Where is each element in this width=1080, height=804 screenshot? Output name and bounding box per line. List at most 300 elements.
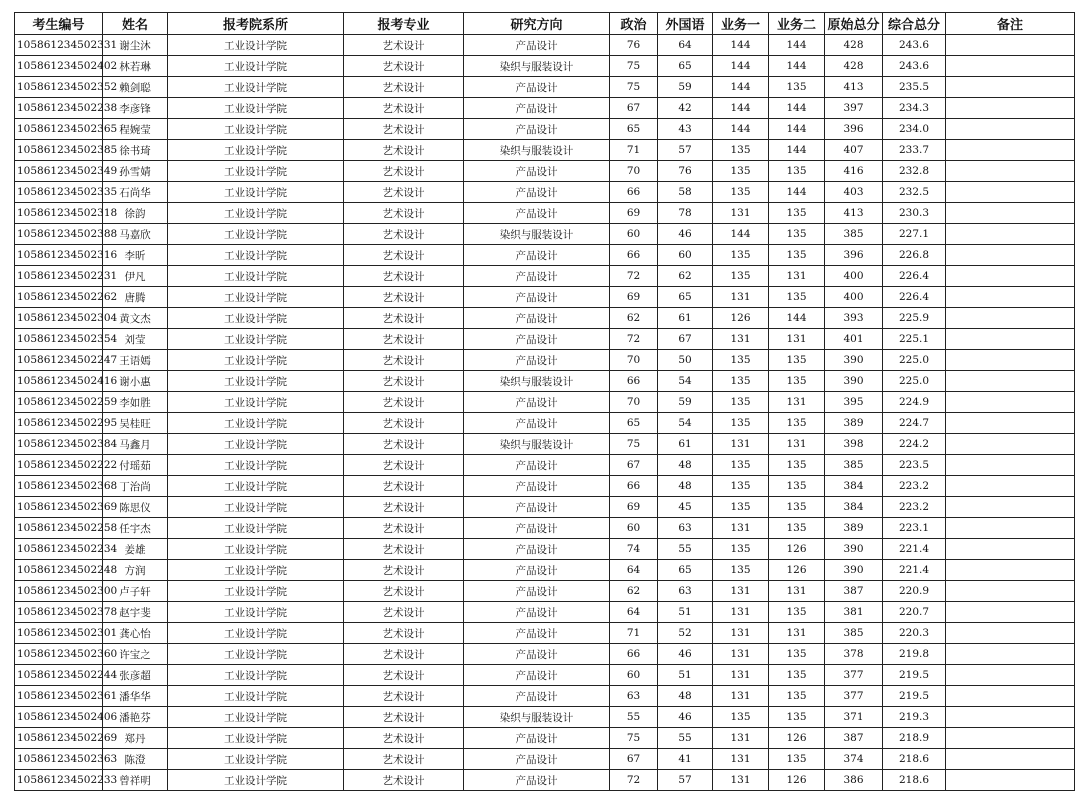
table-row: [15, 602, 1075, 623]
research-direction-cell: 产品设计: [464, 728, 610, 749]
composite-score-cell: 243.6: [883, 35, 946, 56]
subject-two-score-cell: 144: [769, 308, 825, 329]
research-direction-cell: 产品设计: [464, 308, 610, 329]
department-cell: 工业设计学院: [168, 770, 344, 791]
subject-two-score-cell: 131: [769, 434, 825, 455]
politics-score-cell: 67: [610, 455, 658, 476]
remarks-cell: [946, 497, 1075, 518]
name-cell: 卢子轩: [103, 581, 168, 602]
major-cell: 艺术设计: [344, 203, 464, 224]
major-cell: 艺术设计: [344, 161, 464, 182]
foreign-language-score-cell: 65: [658, 560, 713, 581]
subject-two-score-cell: 131: [769, 581, 825, 602]
foreign-language-score-cell: 55: [658, 539, 713, 560]
foreign-language-score-cell: 78: [658, 203, 713, 224]
name-cell: 潘华华: [103, 686, 168, 707]
major-cell: 艺术设计: [344, 497, 464, 518]
name-cell: 赵宇斐: [103, 602, 168, 623]
politics-score-cell: 69: [610, 287, 658, 308]
raw-total-score-cell: 407: [825, 140, 883, 161]
foreign-language-score-cell: 45: [658, 497, 713, 518]
candidate-id-cell: 105861234502378: [15, 602, 103, 623]
subject-one-score-cell: 131: [713, 434, 769, 455]
table-row: [15, 35, 1075, 56]
raw-total-score-cell: 396: [825, 245, 883, 266]
raw-total-score-cell: 397: [825, 98, 883, 119]
major-cell: 艺术设计: [344, 98, 464, 119]
foreign-language-score-cell: 51: [658, 665, 713, 686]
foreign-language-score-cell: 48: [658, 455, 713, 476]
candidate-id-cell: 105861234502233: [15, 770, 103, 791]
politics-score-cell: 75: [610, 77, 658, 98]
subject-two-score-cell: 135: [769, 518, 825, 539]
remarks-cell: [946, 98, 1075, 119]
subject-two-score-cell: 131: [769, 623, 825, 644]
raw-total-score-cell: 389: [825, 413, 883, 434]
composite-score-cell: 218.9: [883, 728, 946, 749]
subject-one-score-cell: 135: [713, 161, 769, 182]
table-row: [15, 119, 1075, 140]
politics-score-cell: 72: [610, 266, 658, 287]
composite-score-cell: 223.5: [883, 455, 946, 476]
candidate-id-cell: 105861234502385: [15, 140, 103, 161]
foreign-language-score-cell: 46: [658, 644, 713, 665]
table-row: [15, 665, 1075, 686]
candidate-id-cell: 105861234502335: [15, 182, 103, 203]
subject-two-score-cell: 135: [769, 707, 825, 728]
raw-total-score-cell: 403: [825, 182, 883, 203]
major-cell: 艺术设计: [344, 245, 464, 266]
composite-score-cell: 226.4: [883, 287, 946, 308]
table-row: [15, 518, 1075, 539]
candidate-id-cell: 105861234502352: [15, 77, 103, 98]
department-cell: 工业设计学院: [168, 308, 344, 329]
department-cell: 工业设计学院: [168, 392, 344, 413]
major-cell: 艺术设计: [344, 77, 464, 98]
politics-score-cell: 62: [610, 581, 658, 602]
subject-one-score-cell: 135: [713, 350, 769, 371]
research-direction-cell: 产品设计: [464, 518, 610, 539]
major-cell: 艺术设计: [344, 119, 464, 140]
department-cell: 工业设计学院: [168, 539, 344, 560]
table-row: [15, 56, 1075, 77]
subject-two-score-cell: 144: [769, 119, 825, 140]
composite-score-cell: 225.9: [883, 308, 946, 329]
name-cell: 马鑫月: [103, 434, 168, 455]
major-cell: 艺术设计: [344, 308, 464, 329]
name-cell: 陈澄: [103, 749, 168, 770]
politics-score-cell: 71: [610, 623, 658, 644]
foreign-language-score-cell: 46: [658, 224, 713, 245]
candidate-id-cell: 105861234502300: [15, 581, 103, 602]
table-row: [15, 476, 1075, 497]
research-direction-cell: 产品设计: [464, 665, 610, 686]
politics-score-cell: 66: [610, 476, 658, 497]
department-cell: 工业设计学院: [168, 245, 344, 266]
subject-one-score-cell: 135: [713, 560, 769, 581]
department-cell: 工业设计学院: [168, 203, 344, 224]
subject-one-score-cell: 135: [713, 707, 769, 728]
name-cell: 潘艳芬: [103, 707, 168, 728]
remarks-cell: [946, 266, 1075, 287]
department-cell: 工业设计学院: [168, 518, 344, 539]
subject-two-score-cell: 135: [769, 686, 825, 707]
composite-score-cell: 221.4: [883, 539, 946, 560]
department-cell: 工业设计学院: [168, 35, 344, 56]
composite-score-cell: 224.9: [883, 392, 946, 413]
department-cell: 工业设计学院: [168, 749, 344, 770]
foreign-language-score-cell: 51: [658, 602, 713, 623]
subject-two-score-cell: 135: [769, 161, 825, 182]
candidate-id-cell: 105861234502248: [15, 560, 103, 581]
composite-score-cell: 235.5: [883, 77, 946, 98]
foreign-language-score-cell: 76: [658, 161, 713, 182]
table-row: [15, 77, 1075, 98]
candidate-id-cell: 105861234502238: [15, 98, 103, 119]
raw-total-score-cell: 416: [825, 161, 883, 182]
raw-total-score-cell: 385: [825, 224, 883, 245]
research-direction-cell: 产品设计: [464, 245, 610, 266]
major-cell: 艺术设计: [344, 686, 464, 707]
remarks-cell: [946, 245, 1075, 266]
politics-score-cell: 72: [610, 770, 658, 791]
subject-two-score-cell: 135: [769, 665, 825, 686]
foreign-language-score-cell: 65: [658, 287, 713, 308]
subject-two-score-cell: 144: [769, 35, 825, 56]
major-cell: 艺术设计: [344, 413, 464, 434]
column-header-remarks: 备注: [946, 13, 1075, 35]
research-direction-cell: 产品设计: [464, 623, 610, 644]
remarks-cell: [946, 602, 1075, 623]
foreign-language-score-cell: 63: [658, 581, 713, 602]
politics-score-cell: 60: [610, 665, 658, 686]
research-direction-cell: 产品设计: [464, 497, 610, 518]
subject-two-score-cell: 135: [769, 413, 825, 434]
subject-one-score-cell: 144: [713, 224, 769, 245]
subject-two-score-cell: 135: [769, 350, 825, 371]
research-direction-cell: 染织与服装设计: [464, 371, 610, 392]
subject-two-score-cell: 144: [769, 182, 825, 203]
subject-two-score-cell: 135: [769, 245, 825, 266]
foreign-language-score-cell: 57: [658, 140, 713, 161]
politics-score-cell: 55: [610, 707, 658, 728]
politics-score-cell: 75: [610, 728, 658, 749]
major-cell: 艺术设计: [344, 434, 464, 455]
department-cell: 工业设计学院: [168, 350, 344, 371]
candidate-id-cell: 105861234502360: [15, 644, 103, 665]
remarks-cell: [946, 644, 1075, 665]
name-cell: 唐腾: [103, 287, 168, 308]
name-cell: 龚心怡: [103, 623, 168, 644]
research-direction-cell: 产品设计: [464, 455, 610, 476]
remarks-cell: [946, 182, 1075, 203]
composite-score-cell: 224.7: [883, 413, 946, 434]
subject-two-score-cell: 126: [769, 560, 825, 581]
table-row: [15, 686, 1075, 707]
column-header-foreign-language-score: 外国语: [658, 13, 713, 35]
major-cell: 艺术设计: [344, 581, 464, 602]
name-cell: 程婉莹: [103, 119, 168, 140]
candidate-id-cell: 105861234502416: [15, 371, 103, 392]
remarks-cell: [946, 560, 1075, 581]
name-cell: 黄文杰: [103, 308, 168, 329]
subject-one-score-cell: 131: [713, 329, 769, 350]
foreign-language-score-cell: 65: [658, 56, 713, 77]
candidate-id-cell: 105861234502406: [15, 707, 103, 728]
foreign-language-score-cell: 55: [658, 728, 713, 749]
remarks-cell: [946, 581, 1075, 602]
raw-total-score-cell: 371: [825, 707, 883, 728]
raw-total-score-cell: 413: [825, 203, 883, 224]
candidate-id-cell: 105861234502269: [15, 728, 103, 749]
table-row: [15, 308, 1075, 329]
name-cell: 谢尘沐: [103, 35, 168, 56]
name-cell: 李如胜: [103, 392, 168, 413]
raw-total-score-cell: 387: [825, 728, 883, 749]
politics-score-cell: 63: [610, 686, 658, 707]
department-cell: 工业设计学院: [168, 560, 344, 581]
department-cell: 工业设计学院: [168, 119, 344, 140]
subject-one-score-cell: 135: [713, 245, 769, 266]
foreign-language-score-cell: 41: [658, 749, 713, 770]
remarks-cell: [946, 203, 1075, 224]
politics-score-cell: 64: [610, 560, 658, 581]
department-cell: 工业设计学院: [168, 287, 344, 308]
table-row: [15, 644, 1075, 665]
research-direction-cell: 产品设计: [464, 182, 610, 203]
subject-one-score-cell: 135: [713, 266, 769, 287]
subject-one-score-cell: 131: [713, 623, 769, 644]
major-cell: 艺术设计: [344, 749, 464, 770]
column-header-name: 姓名: [103, 13, 168, 35]
research-direction-cell: 染织与服装设计: [464, 56, 610, 77]
subject-two-score-cell: 126: [769, 539, 825, 560]
column-header-candidate-id: 考生编号: [15, 13, 103, 35]
table-row: [15, 140, 1075, 161]
composite-score-cell: 224.2: [883, 434, 946, 455]
foreign-language-score-cell: 64: [658, 35, 713, 56]
raw-total-score-cell: 395: [825, 392, 883, 413]
name-cell: 马嘉欣: [103, 224, 168, 245]
subject-one-score-cell: 144: [713, 35, 769, 56]
table-row: [15, 707, 1075, 728]
raw-total-score-cell: 377: [825, 665, 883, 686]
research-direction-cell: 产品设计: [464, 35, 610, 56]
composite-score-cell: 219.5: [883, 686, 946, 707]
department-cell: 工业设计学院: [168, 224, 344, 245]
name-cell: 丁治尚: [103, 476, 168, 497]
name-cell: 徐韵: [103, 203, 168, 224]
foreign-language-score-cell: 46: [658, 707, 713, 728]
remarks-cell: [946, 161, 1075, 182]
candidate-id-cell: 105861234502258: [15, 518, 103, 539]
department-cell: 工业设计学院: [168, 707, 344, 728]
composite-score-cell: 218.6: [883, 749, 946, 770]
remarks-cell: [946, 119, 1075, 140]
research-direction-cell: 产品设计: [464, 749, 610, 770]
subject-two-score-cell: 135: [769, 476, 825, 497]
department-cell: 工业设计学院: [168, 644, 344, 665]
subject-two-score-cell: 135: [769, 371, 825, 392]
table-body: [15, 35, 1075, 791]
research-direction-cell: 产品设计: [464, 770, 610, 791]
name-cell: 张彦超: [103, 665, 168, 686]
major-cell: 艺术设计: [344, 224, 464, 245]
candidate-id-cell: 105861234502363: [15, 749, 103, 770]
table-row: [15, 413, 1075, 434]
major-cell: 艺术设计: [344, 560, 464, 581]
research-direction-cell: 产品设计: [464, 287, 610, 308]
foreign-language-score-cell: 42: [658, 98, 713, 119]
remarks-cell: [946, 413, 1075, 434]
remarks-cell: [946, 56, 1075, 77]
subject-one-score-cell: 144: [713, 119, 769, 140]
table-row: [15, 287, 1075, 308]
foreign-language-score-cell: 50: [658, 350, 713, 371]
composite-score-cell: 220.3: [883, 623, 946, 644]
column-header-major: 报考专业: [344, 13, 464, 35]
name-cell: 许宝之: [103, 644, 168, 665]
candidate-id-cell: 105861234502234: [15, 539, 103, 560]
major-cell: 艺术设计: [344, 371, 464, 392]
table-row: [15, 770, 1075, 791]
subject-two-score-cell: 135: [769, 644, 825, 665]
name-cell: 伊凡: [103, 266, 168, 287]
research-direction-cell: 染织与服装设计: [464, 224, 610, 245]
table-row: [15, 329, 1075, 350]
politics-score-cell: 66: [610, 245, 658, 266]
composite-score-cell: 234.0: [883, 119, 946, 140]
remarks-cell: [946, 770, 1075, 791]
name-cell: 陈思仪: [103, 497, 168, 518]
politics-score-cell: 70: [610, 161, 658, 182]
major-cell: 艺术设计: [344, 476, 464, 497]
raw-total-score-cell: 413: [825, 77, 883, 98]
major-cell: 艺术设计: [344, 707, 464, 728]
politics-score-cell: 67: [610, 98, 658, 119]
composite-score-cell: 227.1: [883, 224, 946, 245]
name-cell: 刘莹: [103, 329, 168, 350]
column-header-department: 报考院系所: [168, 13, 344, 35]
candidate-id-cell: 105861234502361: [15, 686, 103, 707]
raw-total-score-cell: 378: [825, 644, 883, 665]
table-row: [15, 245, 1075, 266]
research-direction-cell: 产品设计: [464, 602, 610, 623]
raw-total-score-cell: 384: [825, 476, 883, 497]
subject-one-score-cell: 131: [713, 203, 769, 224]
remarks-cell: [946, 224, 1075, 245]
department-cell: 工业设计学院: [168, 581, 344, 602]
politics-score-cell: 72: [610, 329, 658, 350]
name-cell: 林若琳: [103, 56, 168, 77]
raw-total-score-cell: 374: [825, 749, 883, 770]
name-cell: 姜雄: [103, 539, 168, 560]
foreign-language-score-cell: 59: [658, 77, 713, 98]
research-direction-cell: 产品设计: [464, 161, 610, 182]
name-cell: 石尚华: [103, 182, 168, 203]
raw-total-score-cell: 401: [825, 329, 883, 350]
subject-two-score-cell: 135: [769, 497, 825, 518]
subject-two-score-cell: 131: [769, 329, 825, 350]
research-direction-cell: 产品设计: [464, 77, 610, 98]
composite-score-cell: 225.0: [883, 350, 946, 371]
composite-score-cell: 225.0: [883, 371, 946, 392]
foreign-language-score-cell: 67: [658, 329, 713, 350]
subject-one-score-cell: 135: [713, 539, 769, 560]
composite-score-cell: 233.7: [883, 140, 946, 161]
raw-total-score-cell: 428: [825, 35, 883, 56]
table-row: [15, 749, 1075, 770]
remarks-cell: [946, 686, 1075, 707]
foreign-language-score-cell: 57: [658, 770, 713, 791]
composite-score-cell: 219.5: [883, 665, 946, 686]
raw-total-score-cell: 386: [825, 770, 883, 791]
candidate-id-cell: 105861234502301: [15, 623, 103, 644]
candidate-id-cell: 105861234502262: [15, 287, 103, 308]
major-cell: 艺术设计: [344, 623, 464, 644]
composite-score-cell: 223.2: [883, 497, 946, 518]
table-row: [15, 539, 1075, 560]
subject-one-score-cell: 135: [713, 392, 769, 413]
composite-score-cell: 232.5: [883, 182, 946, 203]
research-direction-cell: 产品设计: [464, 686, 610, 707]
foreign-language-score-cell: 62: [658, 266, 713, 287]
major-cell: 艺术设计: [344, 518, 464, 539]
foreign-language-score-cell: 48: [658, 476, 713, 497]
subject-one-score-cell: 135: [713, 182, 769, 203]
candidate-id-cell: 105861234502365: [15, 119, 103, 140]
subject-two-score-cell: 144: [769, 140, 825, 161]
subject-two-score-cell: 135: [769, 602, 825, 623]
foreign-language-score-cell: 59: [658, 392, 713, 413]
research-direction-cell: 染织与服装设计: [464, 707, 610, 728]
table-row: [15, 728, 1075, 749]
remarks-cell: [946, 539, 1075, 560]
department-cell: 工业设计学院: [168, 266, 344, 287]
subject-two-score-cell: 126: [769, 770, 825, 791]
raw-total-score-cell: 428: [825, 56, 883, 77]
raw-total-score-cell: 377: [825, 686, 883, 707]
major-cell: 艺术设计: [344, 140, 464, 161]
composite-score-cell: 234.3: [883, 98, 946, 119]
foreign-language-score-cell: 54: [658, 371, 713, 392]
department-cell: 工业设计学院: [168, 371, 344, 392]
remarks-cell: [946, 707, 1075, 728]
remarks-cell: [946, 77, 1075, 98]
research-direction-cell: 产品设计: [464, 329, 610, 350]
raw-total-score-cell: 389: [825, 518, 883, 539]
subject-one-score-cell: 135: [713, 413, 769, 434]
table-row: [15, 161, 1075, 182]
subject-one-score-cell: 131: [713, 581, 769, 602]
politics-score-cell: 66: [610, 182, 658, 203]
candidate-id-cell: 105861234502331: [15, 35, 103, 56]
major-cell: 艺术设计: [344, 182, 464, 203]
subject-one-score-cell: 131: [713, 287, 769, 308]
remarks-cell: [946, 476, 1075, 497]
subject-two-score-cell: 135: [769, 203, 825, 224]
table-row: [15, 203, 1075, 224]
composite-score-cell: 225.1: [883, 329, 946, 350]
major-cell: 艺术设计: [344, 287, 464, 308]
remarks-cell: [946, 455, 1075, 476]
subject-one-score-cell: 144: [713, 56, 769, 77]
foreign-language-score-cell: 58: [658, 182, 713, 203]
candidate-id-cell: 105861234502384: [15, 434, 103, 455]
subject-one-score-cell: 135: [713, 371, 769, 392]
major-cell: 艺术设计: [344, 539, 464, 560]
name-cell: 曾祥明: [103, 770, 168, 791]
